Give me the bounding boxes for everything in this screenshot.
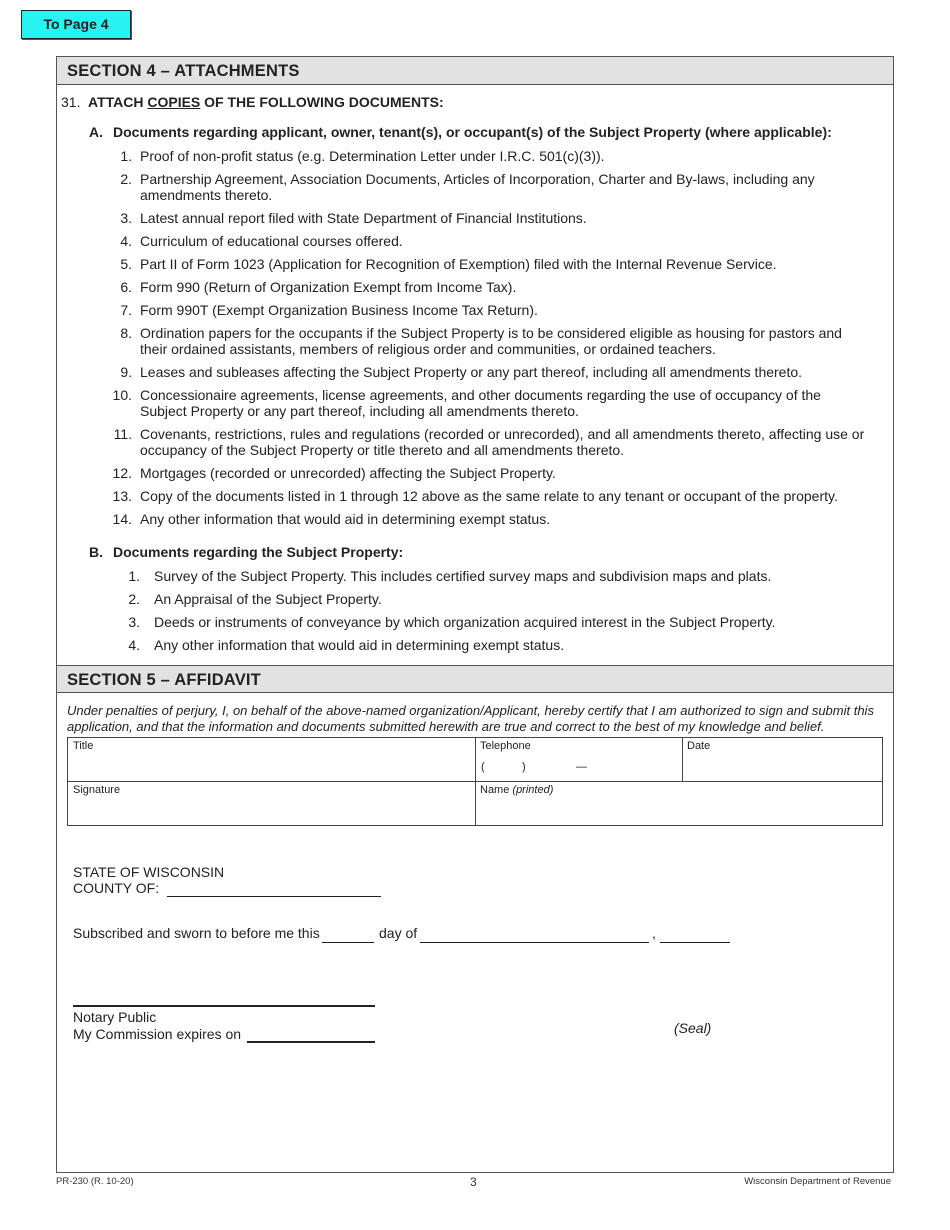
title-label: Title	[73, 740, 94, 752]
list-item-number: 3.	[120, 210, 132, 226]
day-of-label: day of	[379, 925, 418, 941]
group-b-heading-text: Documents regarding the Subject Property:	[113, 544, 404, 560]
list-item-number: 4.	[120, 233, 132, 249]
signature-table	[67, 737, 883, 826]
list-item-text: Form 990 (Return of Organization Exempt from Income Tax).	[140, 279, 517, 295]
list-item-number: 1.	[120, 148, 132, 164]
telephone-field[interactable]	[475, 738, 682, 781]
list-item-text: Covenants, restrictions, rules and regulations (recorded or unrecorded), and all amendments thereto, affecting use or	[140, 426, 865, 442]
group-a-heading	[89, 124, 832, 140]
seal-label: (Seal)	[674, 1020, 712, 1036]
question-text-pre: ATTACH	[88, 94, 148, 110]
subscribed-label: Subscribed and sworn to before me this	[73, 925, 320, 941]
list-item-number: 7.	[120, 302, 132, 318]
state-label: STATE OF WISCONSIN	[73, 864, 225, 880]
list-item-text: Partnership Agreement, Association Documents, Articles of Incorporation, Charter and By-laws, including any	[140, 171, 815, 187]
affidavit-line-1: Under penalties of perjury, I, on behalf of the above-named organization/Applicant, hereby certify that I am authorized to sign and submit this	[67, 703, 874, 718]
list-item-number: 6.	[120, 279, 132, 295]
telephone-paren-close: )	[522, 761, 526, 773]
list-item-text: Deeds or instruments of conveyance by which organization acquired interest in the Subject Property.	[154, 614, 776, 630]
list-item-text: Any other information that would aid in determining exempt status.	[140, 511, 551, 527]
list-item-number: 1.	[128, 568, 140, 584]
list-item-text: Proof of non-profit status (e.g. Determination Letter under I.R.C. 501(c)(3)).	[140, 148, 605, 164]
list-item-number: 3.	[128, 614, 140, 630]
date-label: Date	[687, 740, 711, 752]
group-b-heading	[89, 544, 403, 560]
list-item-text: Copy of the documents listed in 1 through 12 above as the same relate to any tenant or occupant of the property.	[140, 488, 838, 504]
list-item-text: amendments thereto.	[140, 187, 273, 203]
list-item-number: 5.	[120, 256, 132, 272]
list-item-number: 13.	[112, 488, 132, 504]
year-input-line[interactable]	[660, 942, 730, 943]
telephone-dash: —	[576, 761, 587, 773]
group-b-letter: B.	[89, 544, 103, 560]
group-a-letter: A.	[89, 124, 103, 140]
list-item-text: occupancy of the Subject Property or title thereto and all amendments thereto.	[140, 442, 625, 458]
name-printed-field[interactable]	[475, 782, 882, 825]
day-input-line[interactable]	[322, 942, 374, 943]
notary-signature-line[interactable]	[73, 1005, 375, 1007]
affidavit-text	[67, 703, 885, 735]
notary-public-label: Notary Public	[73, 1009, 157, 1025]
list-item-number: 2.	[128, 591, 140, 607]
list-item-text: Mortgages (recorded or unrecorded) affecting the Subject Property.	[140, 465, 556, 481]
list-item-text: Part II of Form 1023 (Application for Recognition of Exemption) filed with the Internal Revenue Service.	[140, 256, 777, 272]
agency-name: Wisconsin Department of Revenue	[744, 1176, 891, 1187]
list-item-text: Ordination papers for the occupants if the Subject Property is to be considered eligible as housing for pastors and	[140, 325, 842, 341]
month-input-line[interactable]	[420, 942, 649, 943]
section-5-title: SECTION 5 – AFFIDAVIT	[57, 665, 893, 693]
list-item-text: Subject Property or any part thereof, including all amendments thereto.	[140, 403, 579, 419]
list-item-text: Form 990T (Exempt Organization Business Income Tax Return).	[140, 302, 538, 318]
group-a-heading-text: Documents regarding applicant, owner, tenant(s), or occupant(s) of the Subject Property (where applicable):	[113, 124, 832, 140]
question-31	[61, 94, 444, 110]
list-item-text: Concessionaire agreements, license agreements, and other documents regarding the use of occupancy of the	[140, 387, 821, 403]
list-item-number: 8.	[120, 325, 132, 341]
section-4-title: SECTION 4 – ATTACHMENTS	[57, 57, 893, 85]
to-page-4-button[interactable]: To Page 4	[21, 10, 131, 39]
signature-field[interactable]	[68, 782, 475, 825]
date-field[interactable]	[682, 738, 882, 781]
county-input-line[interactable]	[167, 896, 381, 897]
list-item-number: 10.	[112, 387, 132, 403]
form-frame	[56, 56, 894, 1173]
question-number: 31.	[61, 94, 81, 110]
list-item-text: Survey of the Subject Property. This includes certified survey maps and subdivision maps and plats.	[154, 568, 772, 584]
list-item-number: 2.	[120, 171, 132, 187]
list-item-text: An Appraisal of the Subject Property.	[154, 591, 382, 607]
county-label: COUNTY OF:	[73, 880, 160, 896]
telephone-paren-open: (	[481, 761, 485, 773]
list-item-number: 11.	[113, 426, 132, 442]
telephone-label: Telephone	[480, 740, 531, 752]
page-number: 3	[470, 1175, 477, 1189]
title-field[interactable]	[68, 738, 475, 781]
list-item-number: 14.	[112, 511, 132, 527]
question-text-post: OF THE FOLLOWING DOCUMENTS:	[200, 94, 444, 110]
list-item-number: 12.	[112, 465, 132, 481]
list-item-number: 9.	[120, 364, 132, 380]
list-item-text: Leases and subleases affecting the Subject Property or any part thereof, including all amendments thereto.	[140, 364, 803, 380]
list-item-text: Any other information that would aid in determining exempt status.	[154, 637, 565, 653]
signature-label: Signature	[73, 784, 121, 796]
commission-input-line[interactable]	[247, 1041, 375, 1043]
affidavit-line-2: application, and that the information and documents submitted herewith are true and correct to the best of my knowledge and belief.	[67, 719, 825, 734]
list-item-text: Curriculum of educational courses offered.	[140, 233, 403, 249]
form-id: PR-230 (R. 10-20)	[56, 1176, 134, 1187]
question-text-copies: COPIES	[147, 94, 201, 110]
list-item-text: their ordained assistants, members of religious order and communities, or ordained teachers.	[140, 341, 716, 357]
name-label: Name	[480, 784, 513, 796]
name-label-printed: (printed)	[512, 784, 554, 796]
list-item-number: 4.	[128, 637, 140, 653]
list-item-text: Latest annual report filed with State Department of Financial Institutions.	[140, 210, 587, 226]
commission-label: My Commission expires on	[73, 1026, 242, 1042]
comma-separator: ,	[652, 925, 656, 941]
